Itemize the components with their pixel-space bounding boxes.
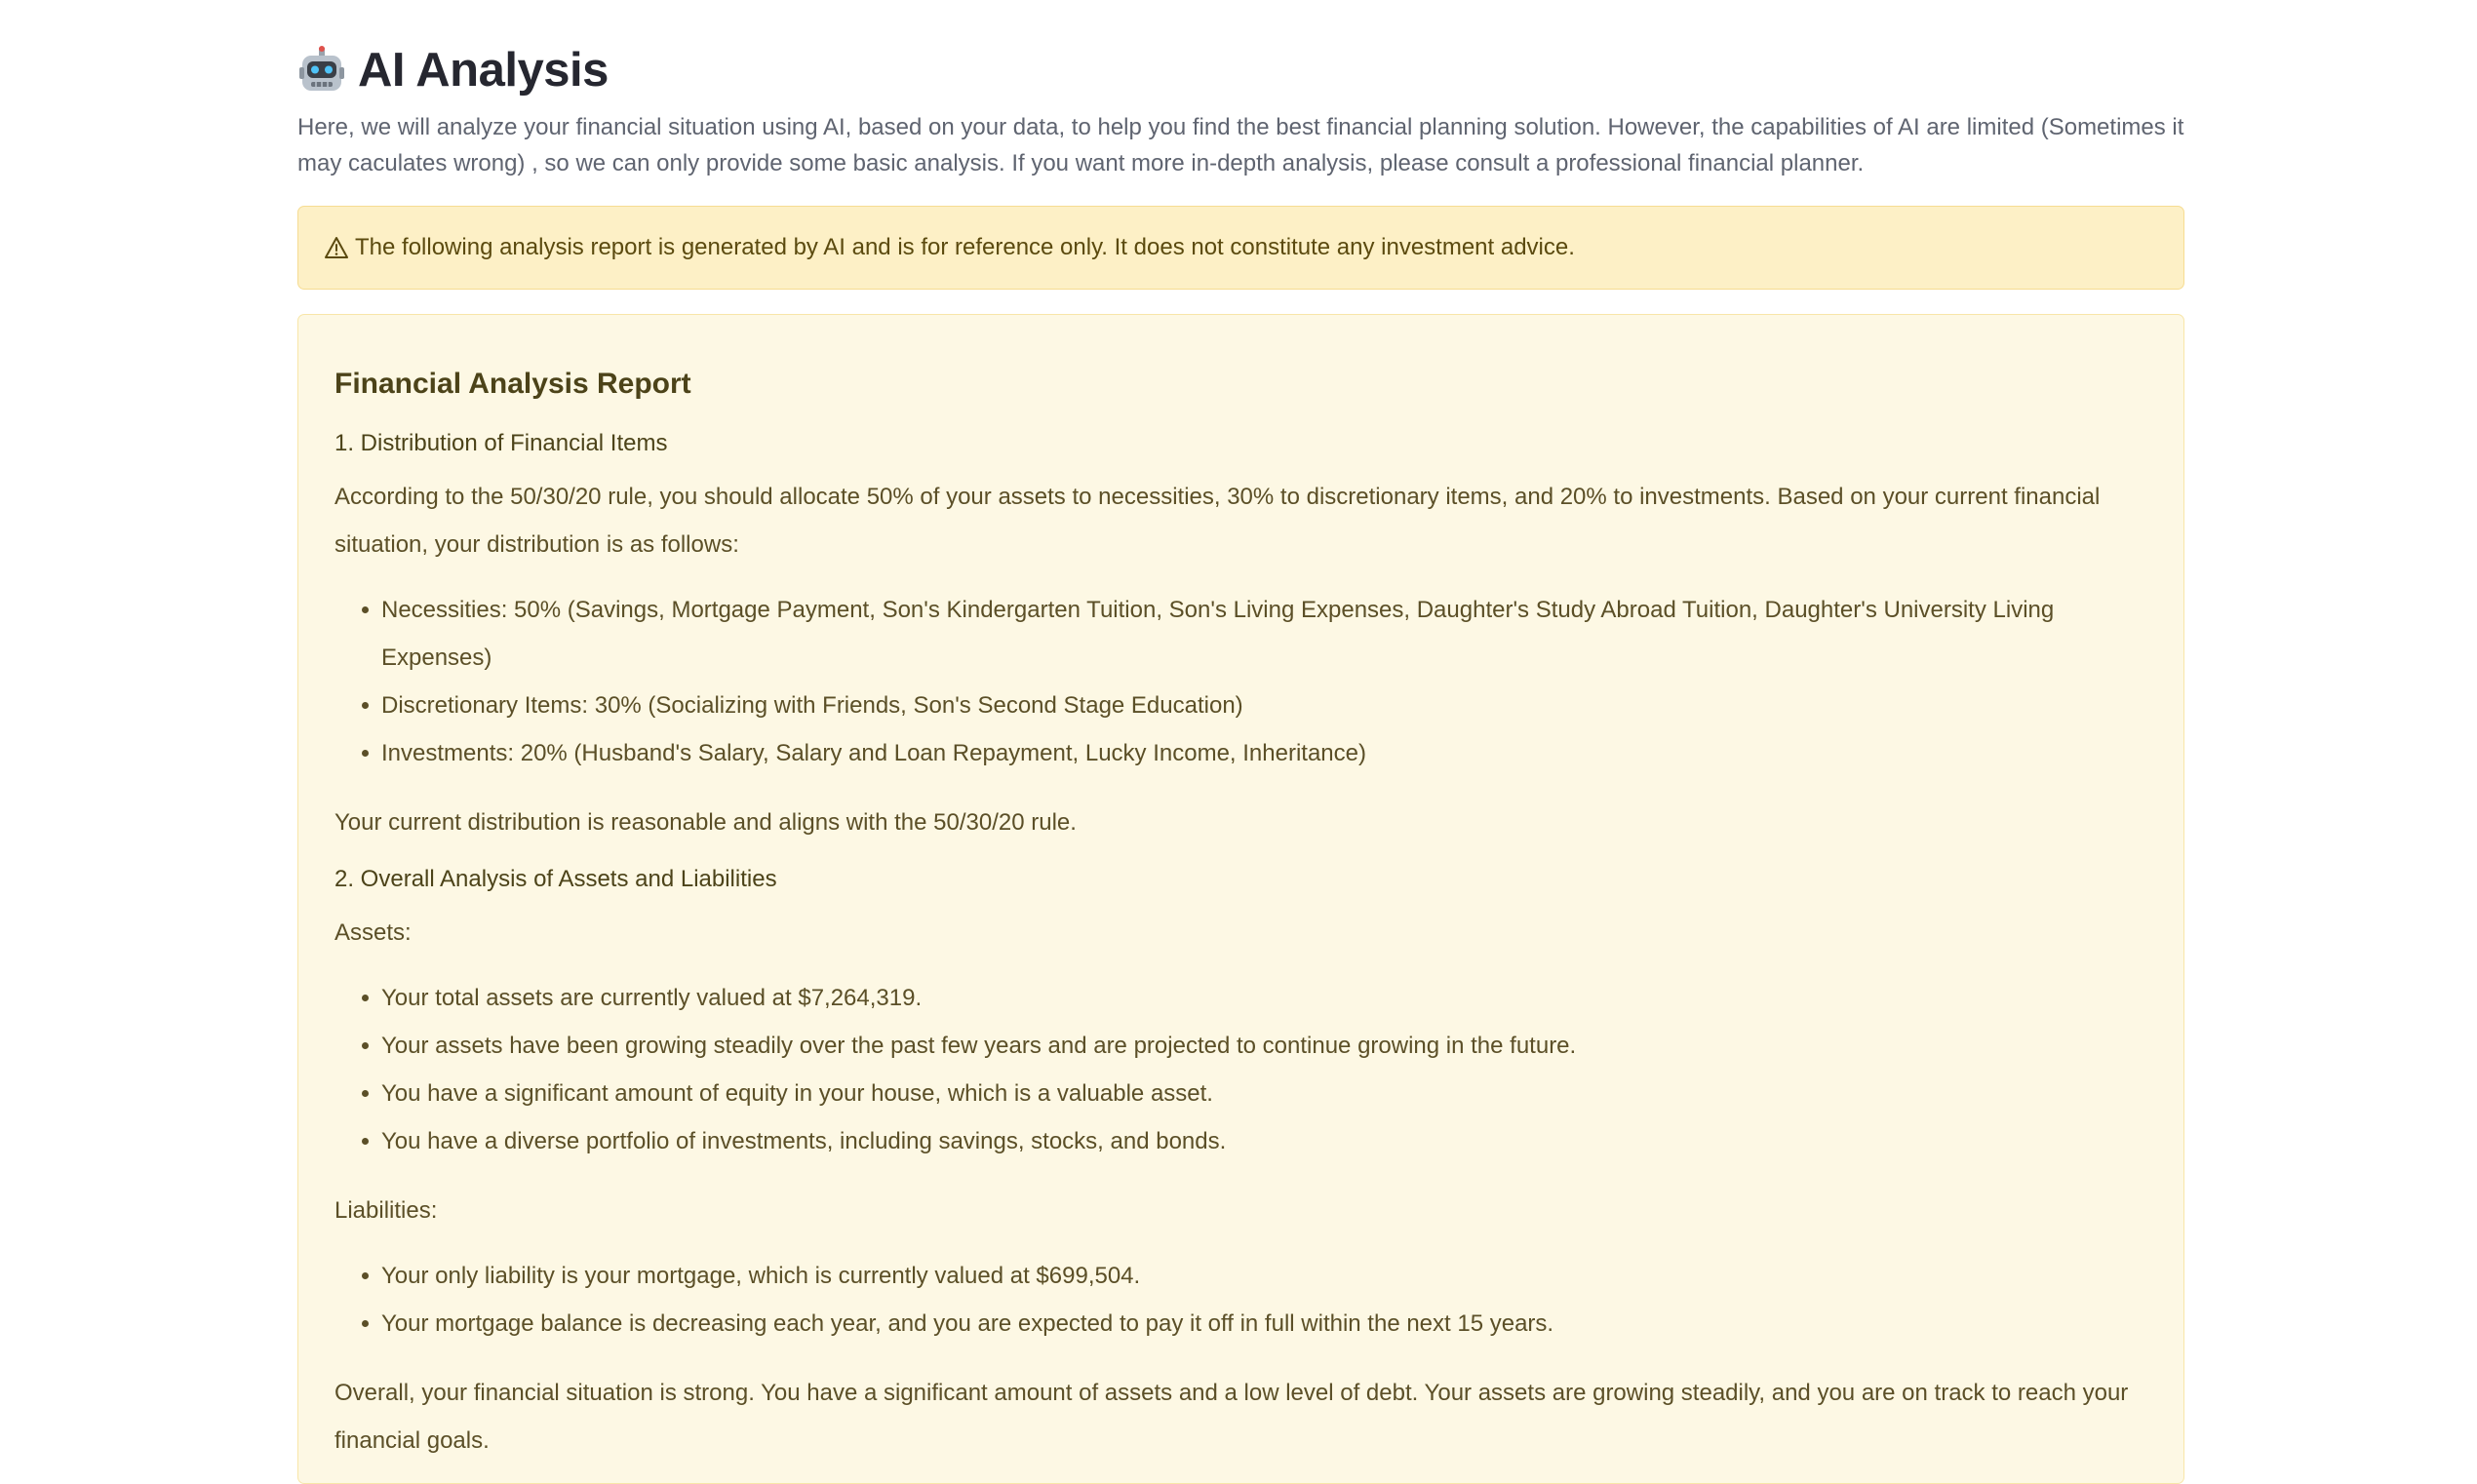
list-item: Discretionary Items: 30% (Socializing with Friends, Son's Second Stage Education) (381, 682, 2147, 729)
list-item: You have a diverse portfolio of investments, including savings, stocks, and bonds. (381, 1117, 2147, 1165)
main-content (297, 0, 2184, 1484)
list-item: You have a significant amount of equity in your house, which is a valuable asset. (381, 1070, 2147, 1117)
list-item: Your assets have been growing steadily over the past few years and are projected to continue growing in the future. (381, 1022, 2147, 1070)
warning-triangle-icon (324, 236, 349, 259)
distribution-conclusion: Your current distribution is reasonable and aligns with the 50/30/20 rule. (334, 809, 1077, 836)
list-item: Your total assets are currently valued at $7,264,319. (381, 974, 2147, 1022)
distribution-list (334, 586, 2147, 777)
liabilities-label: Liabilities: (334, 1197, 438, 1224)
warning-alert (297, 206, 2184, 290)
list-item: Your only liability is your mortgage, which is currently valued at $699,504. (381, 1252, 2147, 1300)
assets-list (334, 974, 2147, 1165)
assets-label: Assets: (334, 919, 412, 946)
distribution-intro: According to the 50/30/20 rule, you should allocate 50% of your assets to necessities, 30% to discretionary items, and 20% to investments. Based on your current financial situation, your distribution is as follows: (334, 484, 2101, 558)
page-description: Here, we will analyze your financial situation using AI, based on your data, to help you find the best financial planning solution. However, the capabilities of AI are limited (Sometimes it may caculates wrong) , so we can only provide some basic analysis. If you want more in-depth analysis, please consult a professional financial planner. (297, 114, 2184, 176)
list-item: Necessities: 50% (Savings, Mortgage Payment, Son's Kindergarten Tuition, Son's Living Expenses, Daughter's Study Abroad Tuition, Daughter's University Living Expenses) (381, 586, 2147, 682)
report-title: Financial Analysis Report (334, 368, 691, 400)
list-item: Investments: 20% (Husband's Salary, Salary and Loan Repayment, Lucky Income, Inheritance) (381, 729, 2147, 777)
section-heading-assets-liabilities: 2. Overall Analysis of Assets and Liabilities (334, 866, 777, 892)
liabilities-list (334, 1252, 2147, 1347)
page-title: AI Analysis (358, 44, 609, 97)
analysis-report (297, 314, 2184, 1484)
robot-icon (297, 46, 346, 95)
overall-summary: Overall, your financial situation is strong. You have a significant amount of assets and a low level of debt. Your assets are growing steadily, and you are on track to reach your financial goals. (334, 1380, 2129, 1454)
list-item: Your mortgage balance is decreasing each year, and you are expected to pay it off in full within the next 15 years. (381, 1300, 2147, 1347)
page-header (297, 43, 2184, 98)
warning-text: The following analysis report is generated by AI and is for reference only. It does not constitute any investment advice. (355, 234, 1575, 260)
section-heading-distribution: 1. Distribution of Financial Items (334, 430, 668, 456)
